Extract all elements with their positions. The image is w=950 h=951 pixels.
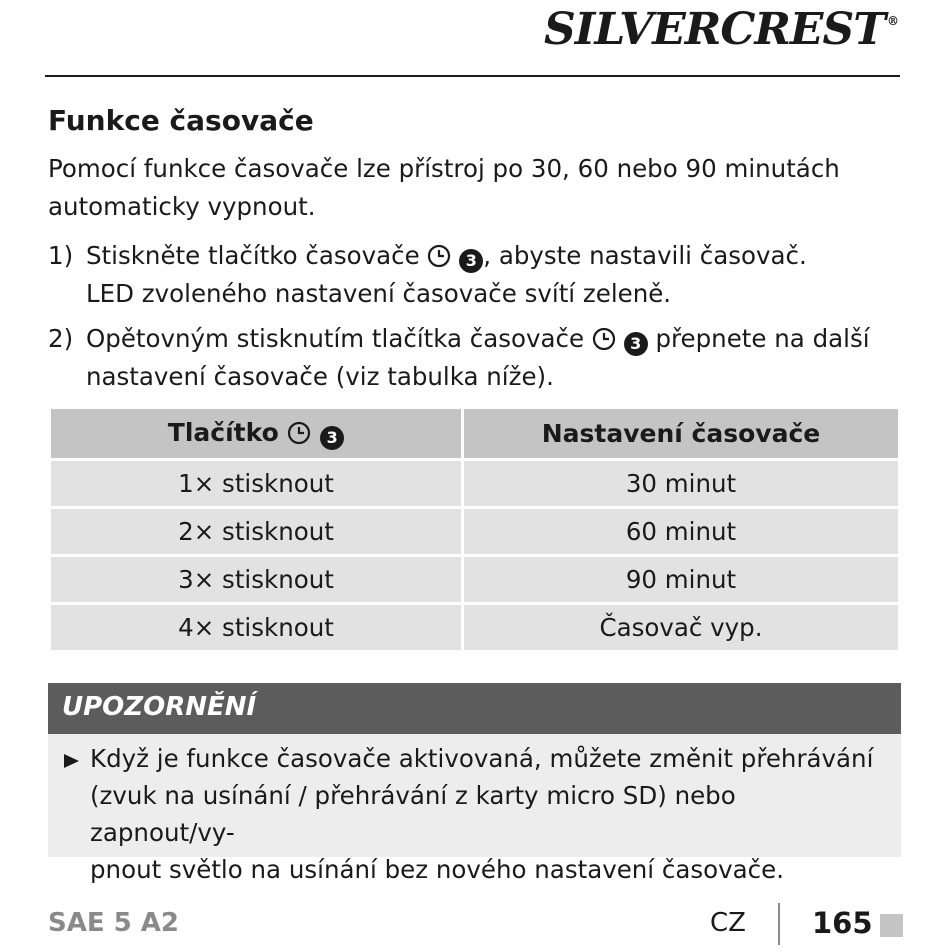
step-text-line2: nastavení časovače (viz tabulka níže).	[86, 362, 554, 391]
step-text: Opětovným stisknutím tlačítka časovače	[86, 324, 592, 353]
step-number: 1)	[48, 241, 74, 270]
step-1	[48, 237, 908, 313]
notice-header	[48, 683, 901, 734]
table-row	[50, 508, 900, 556]
table-row	[50, 460, 900, 508]
intro-paragraph: Pomocí funkce časovače lze přístroj po 30, 60 nebo 90 minutách automaticky vypnout.	[48, 154, 840, 221]
circled-number-icon: 3	[320, 426, 344, 450]
footer-separator	[778, 903, 780, 945]
table-row	[50, 604, 900, 652]
clock-icon	[427, 244, 451, 268]
notice-line: (zvuk na usínání / přehrávání z karty micro SD) nebo zapnout/vy-	[90, 781, 736, 847]
clock-icon	[287, 421, 311, 445]
footer-square-mark	[880, 914, 903, 937]
brand-logo: SILVERCREST ®	[544, 4, 898, 55]
section-title: Funkce časovače	[48, 104, 314, 137]
table-header-setting: Nastavení časovače	[463, 408, 900, 460]
table-cell-press: 1× stisknout	[50, 460, 463, 508]
timer-table	[48, 406, 901, 653]
table-cell-press: 3× stisknout	[50, 556, 463, 604]
bullet-arrow-icon	[64, 754, 79, 768]
step-text: přepnete na další	[647, 324, 870, 353]
table-cell-press: 2× stisknout	[50, 508, 463, 556]
registered-mark: ®	[887, 14, 898, 28]
table-cell-setting: 30 minut	[463, 460, 900, 508]
table-cell-setting: 60 minut	[463, 508, 900, 556]
page-number: 165	[812, 906, 873, 940]
notice-text	[90, 740, 880, 888]
notice-body	[48, 734, 901, 884]
footer-model: SAE 5 A2	[48, 908, 180, 938]
notice-line: pnout světlo na usínání bez nového nastavení časovače.	[90, 855, 784, 884]
circled-number-icon: 3	[624, 332, 648, 356]
header-rule	[45, 75, 900, 77]
step-number: 2)	[48, 324, 74, 353]
circled-number-icon: 3	[459, 249, 483, 273]
notice-title: UPOZORNĚNÍ	[62, 692, 257, 722]
clock-icon	[592, 327, 616, 351]
table-header-button: Tlačítko 3	[50, 408, 463, 460]
table-row	[50, 556, 900, 604]
notice-line: Když je funkce časovače aktivovaná, můžete změnit přehrávání	[90, 744, 874, 773]
table-cell-press: 4× stisknout	[50, 604, 463, 652]
table-header-row	[50, 408, 900, 460]
table-cell-setting: Časovač vyp.	[463, 604, 900, 652]
table-cell-setting: 90 minut	[463, 556, 900, 604]
step-text: Stiskněte tlačítko časovače	[86, 241, 428, 270]
step-text-line2: LED zvoleného nastavení časovače svítí zeleně.	[86, 279, 672, 308]
step-text: , abyste nastavili časovač.	[483, 241, 807, 270]
step-2	[48, 320, 908, 396]
footer-language: CZ	[710, 908, 746, 938]
